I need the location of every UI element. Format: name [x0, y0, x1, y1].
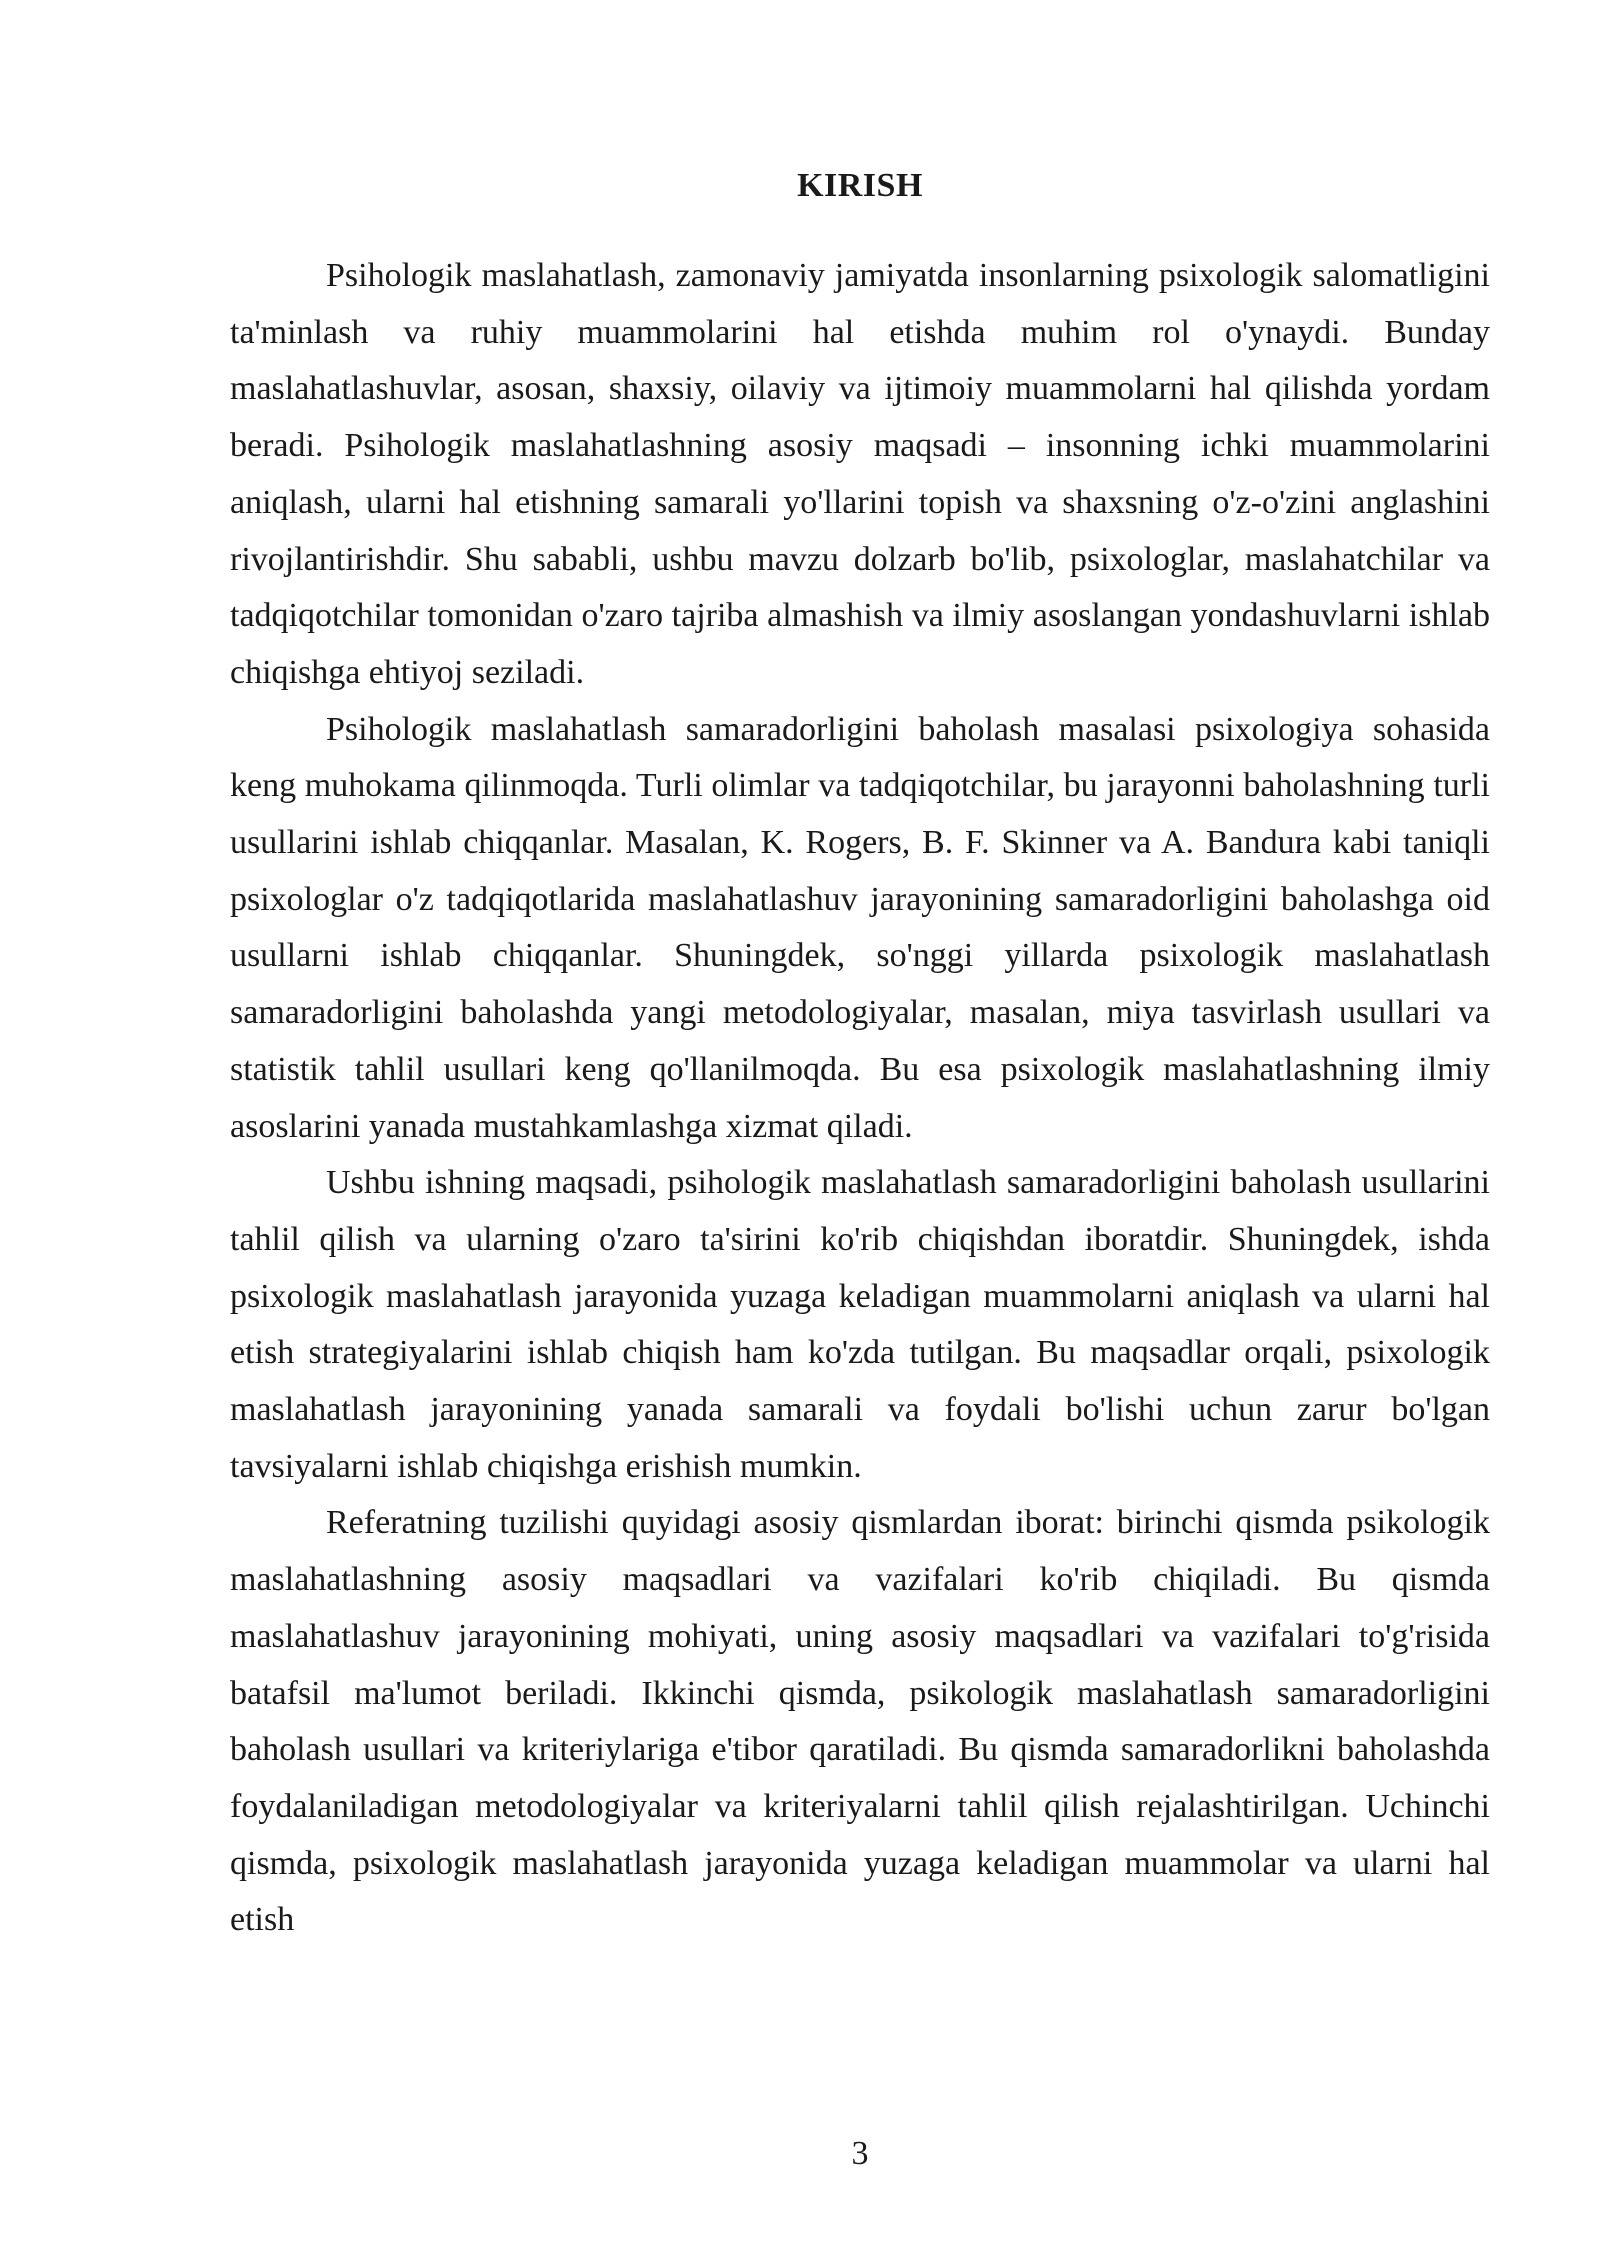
page-number: 3: [851, 2135, 869, 2172]
body-text: [230, 248, 1490, 1949]
paragraph-2: Psihologik maslahatlash samaradorligini baholash masalasi psixologiya sohasida keng muhokama qilinmoqda. Turli olimlar va tadqiqotchilar, bu jarayonni baholashning turli usullarini ishlab chiqqanlar. Masalan, K. Rogers, B. F. Skinner va A. Bandura kabi taniqli psixologlar o'z tadqiqotlarida maslahatlashuv jarayonining samaradorligini baholashga oid usullarni ishlab chiqqanlar. Shuningdek, so'nggi yillarda psixologik maslahatlash samaradorligini baholashda yangi metodologiyalar, masalan, miya tasvirlash usullari va statistik tahlil usullari keng qo'llanilmoqda. Bu esa psixologik maslahatlashning ilmiy asoslarini yanada mustahkamlashga xizmat qiladi.: [230, 710, 1490, 1145]
paragraph-1: Psihologik maslahatlash, zamonaviy jamiyatda insonlarning psixologik salomatligini ta'minlash va ruhiy muammolarini hal etishda muhim rol o'ynaydi. Bunday maslahatlashuvlar, asosan, shaxsiy, oilaviy va ijtimoiy muammolarni hal qilishda yordam beradi. Psihologik maslahatlashning asosiy maqsadi – insonning ichki muammolarini aniqlash, ularni hal etishning samarali yo'llarini topish va shaxsning o'z-o'zini anglashini rivojlantirishdir. Shu sababli, ushbu mavzu dolzarb bo'lib, psixologlar, maslahatchilar va tadqiqotchilar tomonidan o'zaro tajriba almashish va ilmiy asoslangan yondashuvlarni ishlab chiqishga ehtiyoj seziladi.: [230, 257, 1490, 691]
paragraph-4: Referatning tuzilishi quyidagi asosiy qismlardan iborat: birinchi qismda psikologik maslahatlashning asosiy maqsadlari va vazifalari ko'rib chiqiladi. Bu qismda maslahatlashuv jarayonining mohiyati, uning asosiy maqsadlari va vazifalari to'g'risida batafsil ma'lumot beriladi. Ikkinchi qismda, psikologik maslahatlash samaradorligini baholash usullari va kriteriylariga e'tibor qaratiladi. Bu qismda samaradorlikni baholashda foydalaniladigan metodologiyalar va kriteriyalarni tahlil qilish rejalashtirilgan. Uchinchi qismda, psixologik maslahatlash jarayonida yuzaga keladigan muammolar va ularni hal etish: [230, 1504, 1490, 1939]
paragraph-3: Ushbu ishning maqsadi, psihologik maslahatlash samaradorligini baholash usullarini tahlil qilish va ularning o'zaro ta'sirini ko'rib chiqishdan iboratdir. Shuningdek, ishda psixologik maslahatlash jarayonida yuzaga keladigan muammolarni aniqlash va ularni hal etish strategiyalarini ishlab chiqish ham ko'zda tutilgan. Bu maqsadlar orqali, psixologik maslahatlash jarayonining yanada samarali va foydali bo'lishi uchun zarur bo'lgan tavsiyalarni ishlab chiqishga erishish mumkin.: [230, 1164, 1490, 1485]
section-title: KIRISH: [797, 167, 923, 204]
